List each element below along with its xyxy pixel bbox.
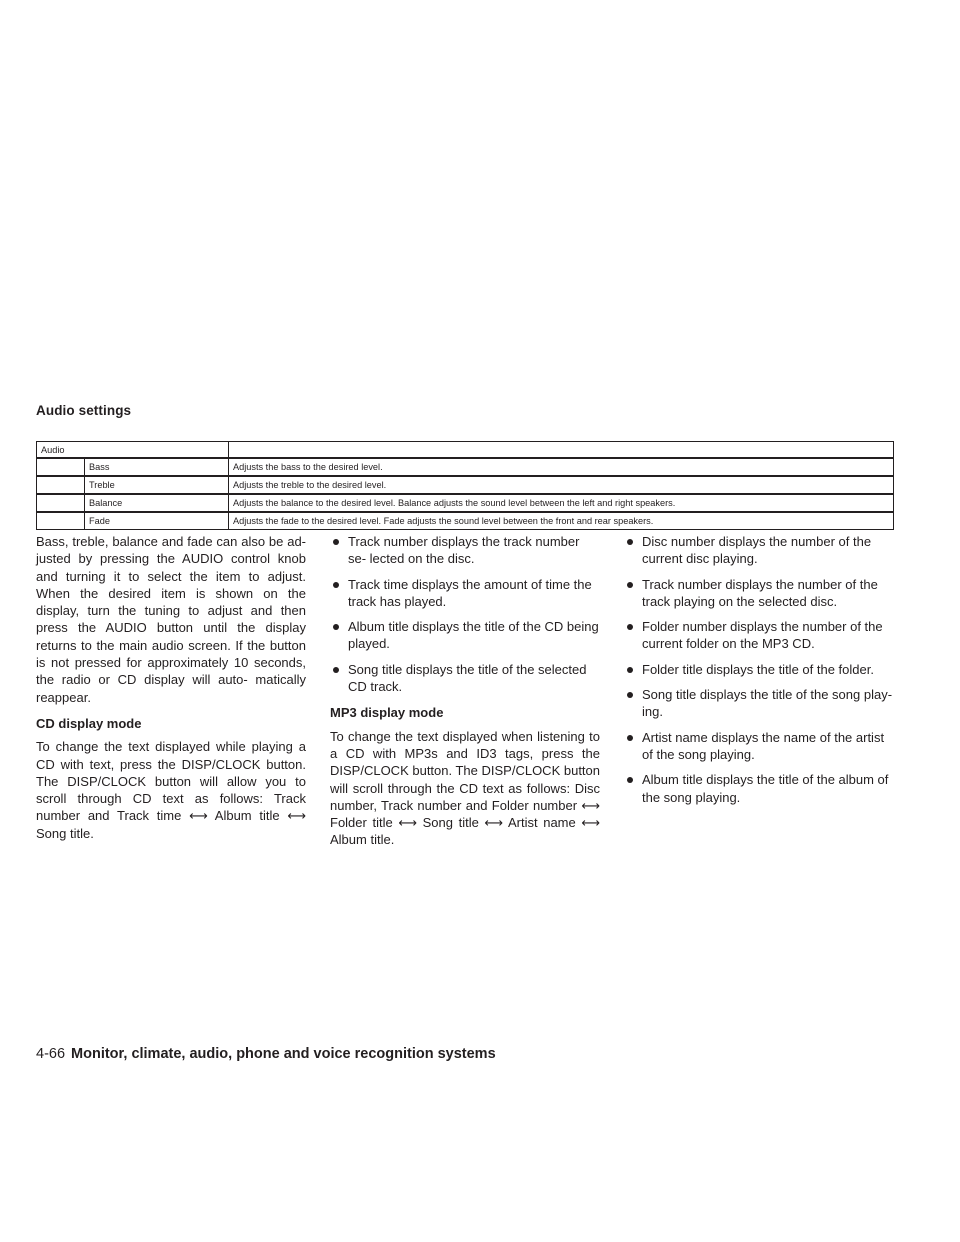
- cd-display-paragraph: To change the text displayed while playing a CD with text, press the DISP/CLOCK button. The DISP/CLOCK button will allow you to scroll through CD text as follows: Track number and Track time ⟷ Album title ⟷ Song title.: [36, 739, 306, 841]
- table-group-blank: [229, 442, 894, 459]
- table-cell-desc: Adjusts the treble to the desired level.: [229, 476, 894, 494]
- page-footer: [36, 1046, 496, 1062]
- section-title: Audio settings: [36, 403, 132, 418]
- list-item: Album title displays the title of the album of the song playing.: [624, 771, 894, 806]
- list-item: Artist name displays the name of the artist of the song playing.: [624, 729, 894, 764]
- table-cell-name: Fade: [85, 512, 229, 530]
- mp3-display-paragraph: To change the text displayed when listening to a CD with MP3s and ID3 tags, press the DISP/CLOCK button. The DISP/CLOCK button will scroll through the CD text as follows: Disc number, Track number and Folder number ⟷ Folder title ⟷ Song title ⟷ Artist name ⟷ Album title.: [330, 728, 600, 848]
- column-2: [330, 533, 600, 849]
- table-cell-name: Bass: [85, 458, 229, 476]
- table-cell-desc: Adjusts the fade to the desired level. Fade adjusts the sound level between the front and rear speakers.: [229, 512, 894, 530]
- cd-display-heading: CD display mode: [36, 715, 142, 731]
- list-item: Album title displays the title of the CD being played.: [330, 618, 600, 653]
- bullet-icon: [333, 624, 339, 630]
- list-item: Folder title displays the title of the folder.: [624, 661, 894, 678]
- chapter-title: Monitor, climate, audio, phone and voice recognition systems: [71, 1046, 496, 1062]
- cd-bullet-list: [330, 533, 600, 695]
- audio-settings-table: [36, 441, 894, 530]
- column-3: [624, 533, 894, 814]
- list-item: Song title displays the title of the song play- ing.: [624, 686, 894, 721]
- list-item: Track number displays the number of the track playing on the selected disc.: [624, 576, 894, 611]
- column-1: [36, 533, 306, 842]
- bullet-icon: [627, 624, 633, 630]
- table-cell-desc: Adjusts the bass to the desired level.: [229, 458, 894, 476]
- table-group-label: Audio: [37, 442, 229, 459]
- table-row: [37, 494, 894, 512]
- page-number: 4-66: [36, 1046, 66, 1062]
- table-row: [37, 458, 894, 476]
- list-item: Track number displays the track number se- lected on the disc.: [330, 533, 600, 568]
- mp3-display-heading: MP3 display mode: [330, 705, 444, 721]
- bullet-icon: [333, 667, 339, 673]
- mp3-bullet-list: [624, 533, 894, 806]
- table-cell-name: Balance: [85, 494, 229, 512]
- bullet-icon: [627, 692, 633, 698]
- bullet-icon: [627, 582, 633, 588]
- table-cell-desc: Adjusts the balance to the desired level. Balance adjusts the sound level between the left and right speakers.: [229, 494, 894, 512]
- list-item: Song title displays the title of the selected CD track.: [330, 661, 600, 696]
- bullet-icon: [627, 667, 633, 673]
- list-item: Folder number displays the number of the current folder on the MP3 CD.: [624, 618, 894, 653]
- bullet-icon: [333, 539, 339, 545]
- table-group-row: [37, 442, 894, 459]
- table-cell-name: Treble: [85, 476, 229, 494]
- intro-paragraph: Bass, treble, balance and fade can also be ad- justed by pressing the AUDIO control knob and turning it to select the item to adjust. When the desired item is shown on the display, turn the tuning to adjust and then press the AUDIO button until the display returns to the main audio screen. If the button is not pressed for approximately 10 seconds, the radio or CD display will auto- matically reappear.: [36, 534, 306, 705]
- list-item: Disc number displays the number of the current disc playing.: [624, 533, 894, 568]
- table-row: [37, 512, 894, 530]
- bullet-icon: [627, 539, 633, 545]
- list-item: Track time displays the amount of time the track has played.: [330, 576, 600, 611]
- bullet-icon: [627, 735, 633, 741]
- table-row: [37, 476, 894, 494]
- bullet-icon: [627, 777, 633, 783]
- bullet-icon: [333, 582, 339, 588]
